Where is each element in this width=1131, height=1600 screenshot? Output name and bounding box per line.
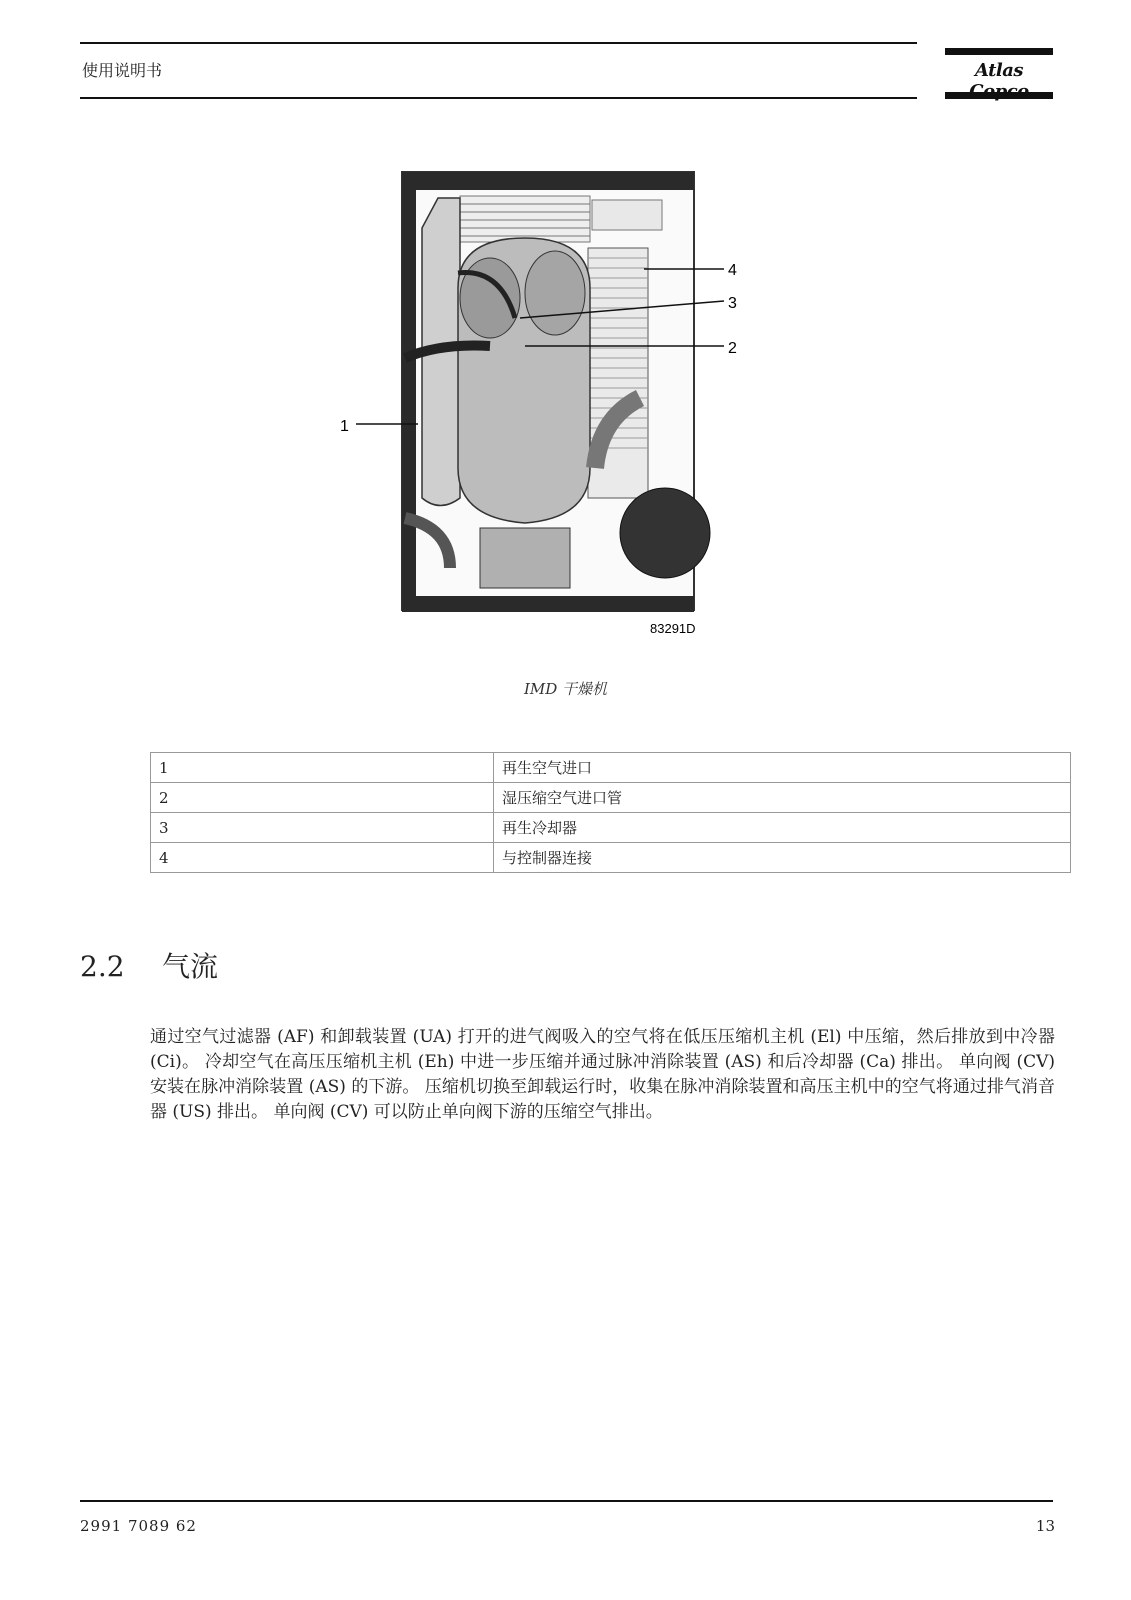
legend-description: 再生冷却器 — [494, 813, 1071, 843]
table-row — [151, 783, 1071, 813]
legend-number: 4 — [151, 843, 494, 873]
table-row — [151, 813, 1071, 843]
document-number: 2991 7089 62 — [80, 1517, 197, 1535]
legend-description: 湿压缩空气进口管 — [494, 783, 1071, 813]
table-row — [151, 753, 1071, 783]
header-top-rule — [80, 42, 917, 44]
legend-number: 1 — [151, 753, 494, 783]
dryer-illustration — [340, 168, 760, 638]
figure-caption: IMD 干燥机 — [523, 680, 608, 698]
callout-4: 4 — [728, 262, 737, 279]
callout-3: 3 — [728, 295, 737, 312]
footer-rule — [80, 1500, 1053, 1502]
callout-1: 1 — [340, 418, 349, 435]
page-number: 13 — [1035, 1517, 1055, 1535]
header-bottom-rule — [80, 97, 917, 99]
legend-number: 3 — [151, 813, 494, 843]
figure-ref-code: 83291D — [650, 621, 696, 636]
callout-2: 2 — [728, 340, 737, 357]
section-heading — [80, 945, 218, 985]
legend-table — [150, 752, 1071, 873]
body-paragraph: 通过空气过滤器 (AF) 和卸载装置 (UA) 打开的进气阀吸入的空气将在低压压缩机主机 (El) 中压缩，然后排放到中冷器 (Ci)。 冷却空气在高压压缩机主机 (Eh) 中进一步压缩并通过脉冲消除装置 (AS) 和后冷却器 (Ca) 排出。 单向阀 (CV) 安装在脉冲消除装置 (AS) 的下游。 压缩机切换至卸载运行时，收集在脉冲消除装置和高压主机中的空气将通过排气消音器 (US) 排出。 单向阀 (CV) 可以防止单向阀下游的压缩空气排出。 — [150, 1027, 1055, 1122]
legend-description: 与控制器连接 — [494, 843, 1071, 873]
dryer-drawing — [340, 168, 760, 638]
atlas-copco-logo — [945, 48, 1053, 100]
logo-text: Atlas — [974, 60, 1024, 81]
table-row — [151, 843, 1071, 873]
legend-number: 2 — [151, 783, 494, 813]
document-title: 使用说明书 — [82, 61, 163, 80]
section-number: 2.2 — [80, 950, 125, 983]
legend-description: 再生空气进口 — [494, 753, 1071, 783]
section-title: 气流 — [162, 950, 219, 983]
